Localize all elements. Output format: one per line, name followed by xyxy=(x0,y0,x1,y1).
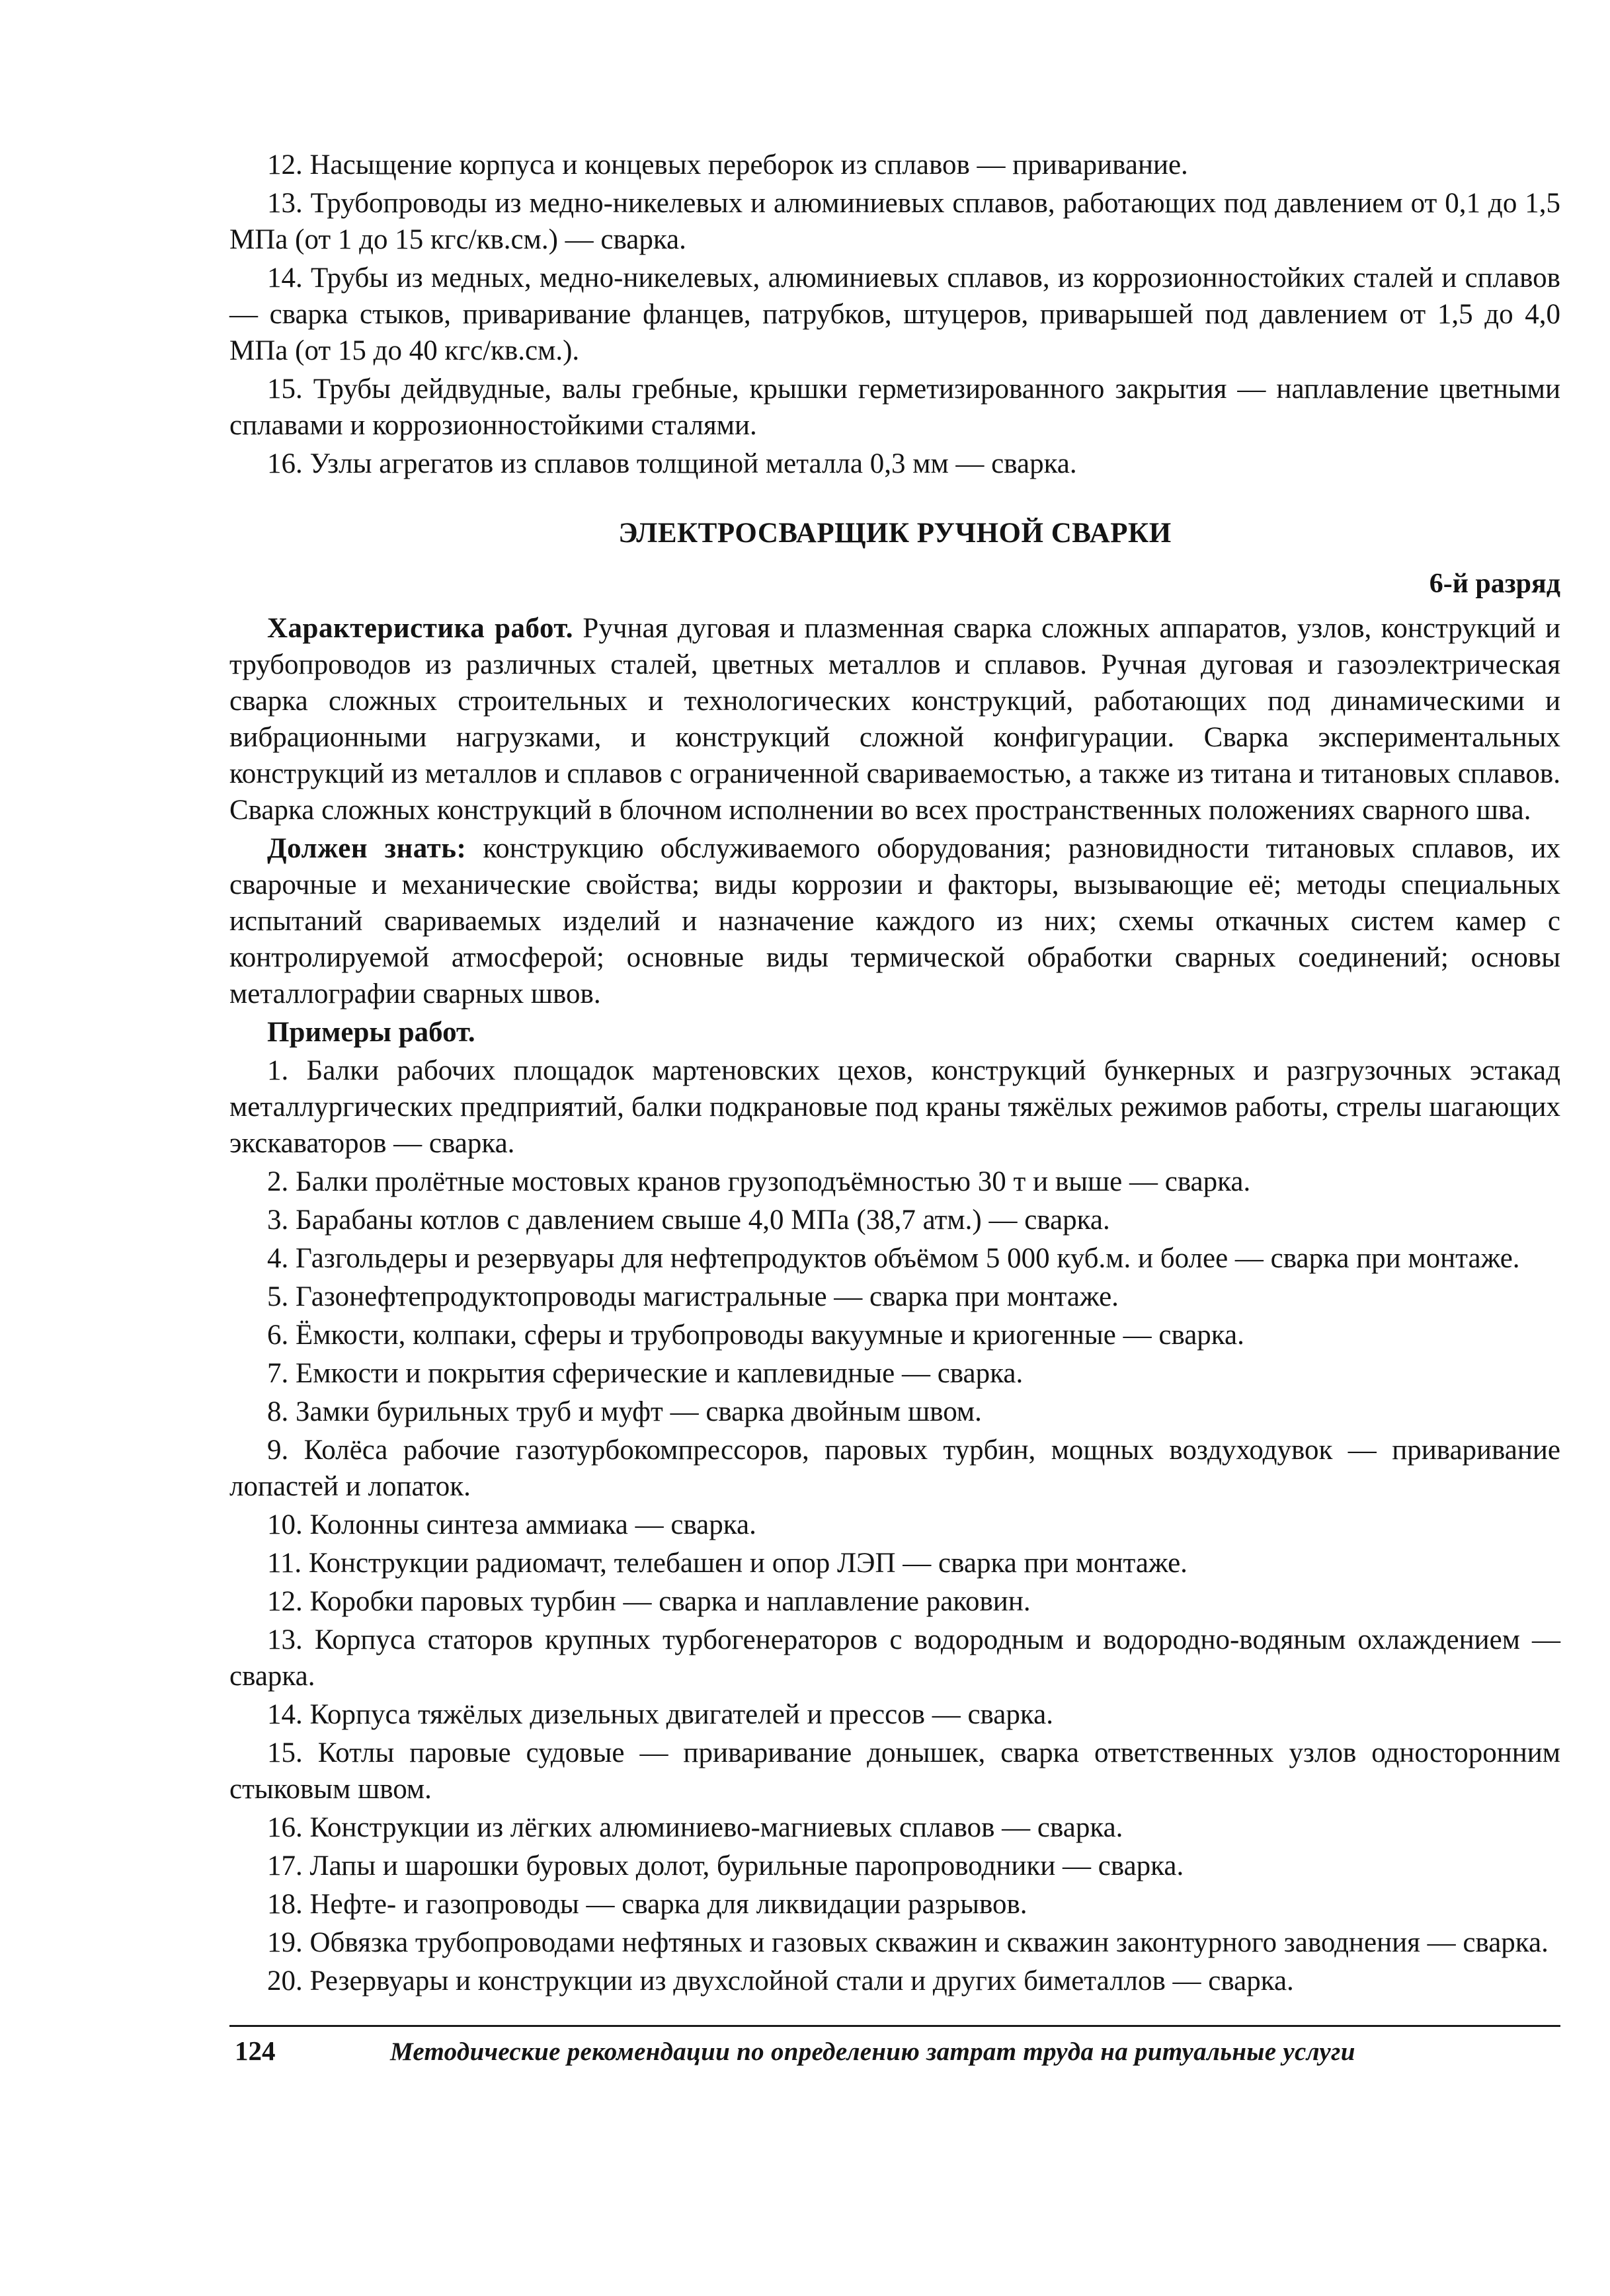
example-item: 1. Балки рабочих площадок мартеновских цехов, конструкций бункерных и разгрузочных эстакад металлургических предприятий, балки подкрановые под краны тяжёлых режимов работы, стрелы шагающих экскаваторов — сварка. xyxy=(229,1055,1560,1159)
example-item: 9. Колёса рабочие газотурбокомпрессоров, паровых турбин, мощных воздуходувок — приваривание лопастей и лопаток. xyxy=(229,1435,1560,1502)
running-footer-title: Методические рекомендации по определению затрат труда на ритуальные услуги xyxy=(390,2038,1355,2066)
example-item: 4. Газгольдеры и резервуары для нефтепродуктов объёмом 5 000 куб.м. и более — сварка при монтаже. xyxy=(267,1243,1520,1274)
page-body xyxy=(229,147,1560,2001)
example-item: 12. Коробки паровых турбин — сварка и наплавление раковин. xyxy=(267,1586,1031,1617)
characteristics-text: Ручная дуговая и плазменная сварка сложных аппаратов, узлов, конструкций и трубопроводов из различных сталей, цветных металлов и сплавов. Ручная дуговая и газоэлектрическая сварка сложных строительных и технологических конструкций, работающих под динамическими и вибрационными нагрузками, и конструкций сложной конфигурации. Сварка экспериментальных конструкций из металлов и сплавов с ограниченной свариваемостью, а также из титана и титановых сплавов. Сварка сложных конструкций в блочном исполнении во всех пространственных положениях сварного шва. xyxy=(229,613,1561,826)
page-number: 124 xyxy=(235,2036,276,2066)
examples-heading: Примеры работ. xyxy=(267,1017,475,1048)
knowledge-paragraph xyxy=(229,830,1560,1012)
knowledge-text: конструкцию обслуживаемого оборудования; разновидности титановых сплавов, их сварочные и механические свойства; виды коррозии и факторы, вызывающие её; методы специальных испытаний свариваемых изделий и назначение каждого из них; схемы откачных систем камер с контролируемой атмосферой; основные виды термической обработки сварных соединений; основы металлографии сварных швов. xyxy=(229,833,1560,1009)
example-item: 20. Резервуары и конструкции из двухслойной стали и других биметаллов — сварка. xyxy=(267,1965,1294,1997)
example-item: 10. Колонны синтеза аммиака — сварка. xyxy=(267,1509,756,1540)
list-item: 15. Трубы дейдвудные, валы гребные, крышки герметизированного закрытия — наплавление цветными сплавами и коррозионностойкими сталями. xyxy=(229,374,1560,441)
example-item: 2. Балки пролётные мостовых кранов грузоподъёмностью 30 т и выше — сварка. xyxy=(267,1166,1251,1197)
list-item: 13. Трубопроводы из медно-никелевых и алюминиевых сплавов, работающих под давлением от 0,1 до 1,5 МПа (от 1 до 15 кгс/кв.см.) — сварка. xyxy=(229,188,1560,255)
example-item: 17. Лапы и шарошки буровых долот, бурильные паропроводники — сварка. xyxy=(267,1850,1184,1881)
list-item: 14. Трубы из медных, медно-никелевых, алюминиевых сплавов, из коррозионностойких сталей и сплавов — сварка стыков, приваривание фланцев, патрубков, штуцеров, приварышей под давлением от 1,5 до 4,0 МПа (от 15 до 40 кгс/кв.см.). xyxy=(229,262,1560,366)
example-item: 3. Барабаны котлов с давлением свыше 4,0 МПа (38,7 атм.) — сварка. xyxy=(267,1205,1110,1236)
knowledge-label: Должен знать: xyxy=(267,833,467,864)
example-item: 5. Газонефтепродуктопроводы магистральные — сварка при монтаже. xyxy=(267,1281,1119,1312)
example-item: 14. Корпуса тяжёлых дизельных двигателей и прессов — сварка. xyxy=(267,1699,1053,1730)
characteristics-label: Характеристика работ. xyxy=(267,613,574,644)
example-item: 19. Обвязка трубопроводами нефтяных и газовых скважин и скважин законтурного заводнения — сварка. xyxy=(267,1927,1549,1958)
list-item: 12. Насыщение корпуса и концевых переборок из сплавов — приваривание. xyxy=(267,149,1188,180)
footer-divider xyxy=(229,2025,1560,2027)
page-footer xyxy=(235,2035,1560,2075)
example-item: 13. Корпуса статоров крупных турбогенераторов с водородным и водородно-водяным охлаждением — сварка. xyxy=(229,1624,1560,1692)
example-item: 6. Ёмкости, колпаки, сферы и трубопроводы вакуумные и криогенные — сварка. xyxy=(267,1320,1244,1351)
example-item: 11. Конструкции радиомачт, телебашен и опор ЛЭП — сварка при монтаже. xyxy=(267,1548,1187,1579)
example-item: 7. Емкости и покрытия сферические и каплевидные — сварка. xyxy=(267,1358,1024,1389)
example-item: 16. Конструкции из лёгких алюминиево-магниевых сплавов — сварка. xyxy=(267,1812,1123,1843)
example-item: 15. Котлы паровые судовые — приваривание донышек, сварка ответственных узлов односторонним стыковым швом. xyxy=(229,1737,1560,1805)
example-item: 8. Замки бурильных труб и муфт — сварка двойным швом. xyxy=(267,1396,982,1427)
list-item: 16. Узлы агрегатов из сплавов толщиной металла 0,3 мм — сварка. xyxy=(267,448,1077,479)
example-item: 18. Нефте- и газопроводы — сварка для ликвидации разрывов. xyxy=(267,1889,1027,1920)
section-title: ЭЛЕКТРОСВАРЩИК РУЧНОЙ СВАРКИ xyxy=(618,518,1172,549)
characteristics-paragraph xyxy=(229,610,1560,828)
grade-label: 6-й разряд xyxy=(1429,569,1560,599)
